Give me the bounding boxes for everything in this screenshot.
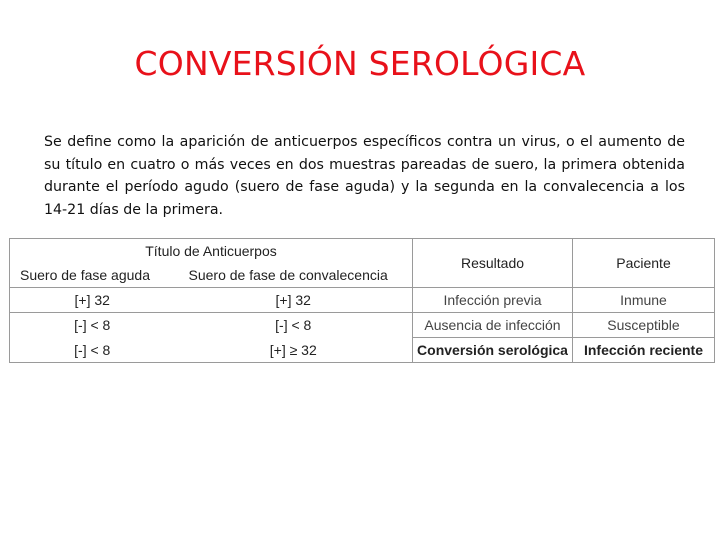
patient-header: Paciente: [573, 239, 715, 288]
patient-value: Infección reciente: [573, 338, 715, 363]
table-row: [10, 313, 715, 338]
slide-title: CONVERSIÓN SEROLÓGICA: [134, 44, 586, 83]
convalescent-value: [-] < 8: [175, 313, 413, 338]
serology-table: [9, 238, 715, 363]
table-row: [10, 288, 715, 313]
convalescent-phase-header: Suero de fase de convalecencia: [175, 263, 413, 288]
table-row: [10, 338, 715, 363]
result-header: Resultado: [413, 239, 573, 288]
acute-value: [-] < 8: [10, 313, 175, 338]
result-value: Conversión serológica: [413, 338, 573, 363]
acute-phase-header: Suero de fase aguda: [10, 263, 175, 288]
result-value: Ausencia de infección: [413, 313, 573, 338]
intro-paragraph: Se define como la aparición de anticuerpos específicos contra un virus, o el aumento de su título en cuatro o más veces en dos muestras pareadas de suero, la primera obtenida durante el período agudo (suero de fase aguda) y la segunda en la convalecencia a los 14-21 días de la primera.: [44, 134, 685, 218]
acute-value: [+] 32: [10, 288, 175, 313]
patient-value: Susceptible: [573, 313, 715, 338]
convalescent-value: [+] ≥ 32: [175, 338, 413, 363]
table-header-row: [10, 239, 715, 264]
convalescent-value: [+] 32: [175, 288, 413, 313]
patient-value: Inmune: [573, 288, 715, 313]
antibody-title-header: Título de Anticuerpos: [10, 239, 413, 264]
result-value: Infección previa: [413, 288, 573, 313]
acute-value: [-] < 8: [10, 338, 175, 363]
